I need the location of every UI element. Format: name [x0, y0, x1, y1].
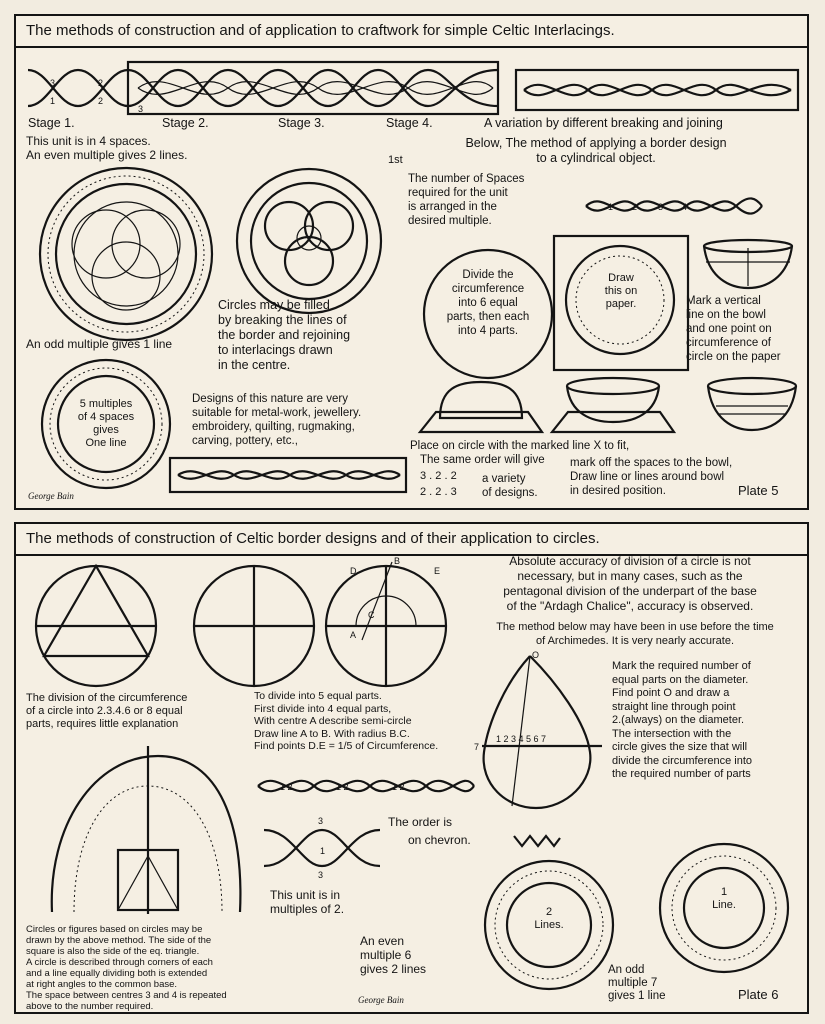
- odd-multiple-7-caption: An odd multiple 7 gives 1 line: [608, 964, 666, 1002]
- plate-5: [14, 14, 809, 510]
- numbered-braid: [584, 186, 764, 226]
- svg-text:1: 1: [50, 96, 56, 106]
- plate-6-title: The methods of construction of Celtic border designs and of their application to circles.: [16, 524, 807, 556]
- plate-6-number: Plate 6: [738, 987, 779, 1002]
- five-multiples-caption: 5 multiples of 4 spaces gives One line: [77, 398, 135, 449]
- same-order-caption: The same order will give: [420, 454, 545, 466]
- unit-2-caption: This unit is in multiples of 2.: [270, 888, 345, 916]
- below-caption: Below, The method of applying a border design to a cylindrical object.: [465, 136, 727, 165]
- svg-text:2: 2: [632, 202, 638, 212]
- chevron-caption: on chevron.: [408, 833, 471, 847]
- designs-nature-caption: Designs of this nature are very suitable for metal-work, jewellery. embroidery, quilting, rugmaking, carving, pottery, etc.,: [192, 393, 362, 447]
- stage-2-label: Stage 2.: [162, 116, 209, 130]
- svg-text:O: O: [532, 650, 540, 660]
- mark-off-caption: mark off the spaces to the bowl, Draw line or lines around bowl in desired position.: [570, 457, 733, 497]
- stage-3-label: Stage 3.: [278, 116, 325, 130]
- circle-interlace-filled: [234, 166, 384, 316]
- stage-braid-illustration: [28, 58, 503, 120]
- plate-5-number: Plate 5: [738, 483, 779, 498]
- unit-2-braid: [262, 818, 382, 878]
- svg-text:B: B: [394, 556, 401, 566]
- one-line-label: 1 Line.: [712, 886, 736, 911]
- stage-4-label: Stage 4.: [386, 116, 433, 130]
- circles-figures-caption: Circles or figures based on circles may be drawn by the above method. The side of the square is also the side of the eq. triangle. A circle is described through corners of each and a line equally dividing both is extended at right angles to the common base. The space between centres 3 and 4 is repeated above to the number required.: [26, 924, 227, 1012]
- svg-text:7: 7: [474, 742, 480, 752]
- svg-text:4: 4: [682, 202, 688, 212]
- svg-text:2: 2: [98, 78, 104, 88]
- border-braid-numbered: [256, 764, 476, 808]
- two-lines-label: 2 Lines.: [534, 906, 564, 931]
- plate-6: [14, 522, 809, 1014]
- svg-text:3: 3: [318, 816, 324, 826]
- plate-5-signature: George Bain: [28, 491, 74, 501]
- variety-caption: a variety of designs.: [482, 473, 538, 499]
- svg-text:2: 2: [98, 96, 104, 106]
- svg-text:1 2: 1 2: [280, 782, 293, 792]
- svg-text:1: 1: [608, 202, 614, 212]
- triangle-circle-diagram: [32, 562, 160, 690]
- pentagon-division-diagram: [322, 558, 450, 690]
- cross-circle-diagram: [190, 562, 318, 690]
- mark-vertical-caption: Mark a vertical line on the bowl and one point on circumference of circle on the paper: [686, 295, 781, 363]
- svg-text:1 2: 1 2: [392, 782, 405, 792]
- svg-text:E: E: [434, 566, 441, 576]
- order-is-caption: The order is: [388, 815, 453, 829]
- dome-construction-diagram: [44, 746, 244, 916]
- spaces-required-caption: The number of Spaces required for the unit is arranged in the desired multiple.: [408, 173, 525, 227]
- svg-text:C: C: [368, 610, 375, 620]
- bowl-drawing: [700, 238, 796, 294]
- circle-interlace-large: [36, 164, 216, 344]
- variation-braid-illustration: [516, 68, 801, 114]
- unit-4-caption: This unit is in 4 spaces. An even multiple gives 2 lines.: [26, 134, 188, 162]
- absolute-accuracy-caption: Absolute accuracy of division of a circle is not necessary, but in many cases, such as the pentagonal division of the underpart of the base of the "Ardagh Chalice", accuracy is observed.: [503, 554, 757, 613]
- odd-multiple-caption: An odd multiple gives 1 line: [26, 337, 173, 351]
- archimedes-division-diagram: [476, 652, 606, 812]
- divide-5-caption: To divide into 5 equal parts. First divide into 4 equal parts, With centre A describe semi-circle Draw line A to B. With radius B.C. Find points D.E = 1/5 of Circumference.: [254, 690, 439, 752]
- svg-text:A: A: [350, 630, 357, 640]
- svg-text:1: 1: [320, 846, 326, 856]
- stage-1-label: Stage 1.: [28, 116, 75, 130]
- chevron-zigzag: [512, 832, 562, 850]
- mark-required-caption: Mark the required number of equal parts on the diameter. Find point O and draw a straight line through point 2.(always) on the diameter. The intersection with the circle gives the size that will divide the circumference into the required number of parts: [612, 660, 753, 780]
- bowl-decorated: [704, 376, 800, 436]
- bowl-on-circle-2: [548, 374, 678, 440]
- circles-filled-caption: Circles may be filled by breaking the lines of the border and rejoining to interlacings drawn in the centre.: [218, 298, 351, 372]
- division-circumference-caption: The division of the circumference of a circle into 2.3.4.6 or 8 equal parts, requires little explanation: [26, 692, 188, 730]
- first-mark: 1st: [388, 154, 403, 166]
- svg-text:1 2: 1 2: [336, 782, 349, 792]
- plate-5-title: The methods of construction and of application to craftwork for simple Celtic Interlacings.: [16, 16, 807, 48]
- bowl-on-circle-1: [416, 374, 546, 440]
- divide-circumference-caption: Divide the circumference into 6 equal parts, then each into 4 parts.: [446, 269, 530, 337]
- svg-text:D: D: [350, 566, 357, 576]
- order-fraction: 3 . 2 . 2 2 . 2 . 3: [420, 470, 457, 498]
- plate-6-signature: George Bain: [358, 995, 404, 1005]
- svg-text:3: 3: [138, 104, 144, 114]
- even-multiple-caption: An even multiple 6 gives 2 lines: [360, 934, 427, 976]
- svg-text:3: 3: [318, 870, 324, 880]
- place-circle-caption: Place on circle with the marked line X to fit,: [410, 440, 630, 452]
- svg-text:1 2 3 4 5 6 7: 1 2 3 4 5 6 7: [496, 734, 547, 744]
- svg-text:3: 3: [658, 202, 664, 212]
- draw-on-paper-caption: Draw this on paper.: [604, 272, 638, 310]
- method-below-caption: The method below may have been in use before the time of Archimedes. It is very nearly accurate.: [496, 621, 774, 647]
- svg-text:3: 3: [50, 78, 56, 88]
- variation-caption: A variation by different breaking and joining: [484, 116, 723, 130]
- bottom-braid: [168, 456, 408, 494]
